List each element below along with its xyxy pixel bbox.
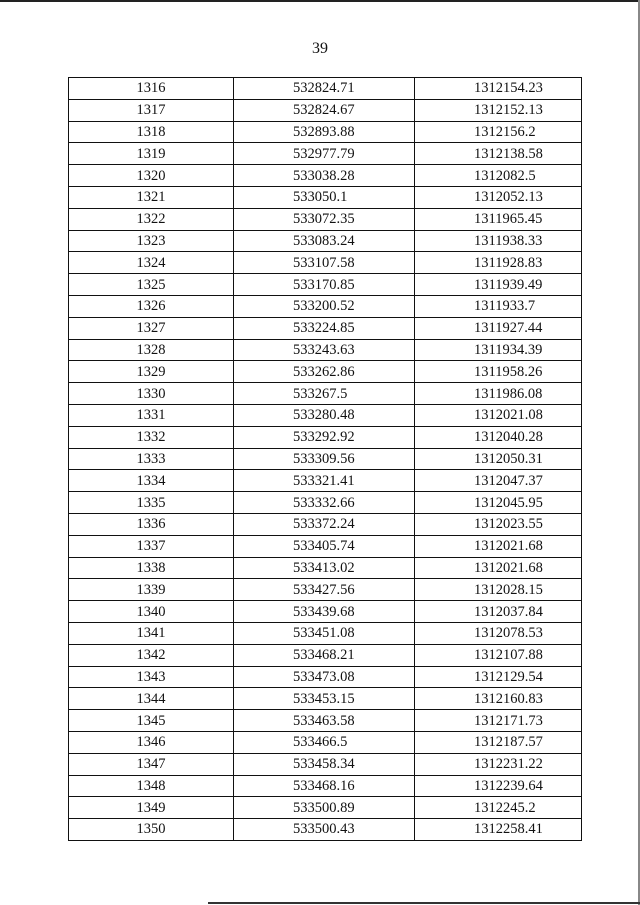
x-coordinate-cell: 532824.71: [234, 78, 415, 100]
table-row: [69, 99, 582, 121]
y-coordinate-cell: 1312107.88: [415, 644, 582, 666]
x-coordinate-cell: 533451.08: [234, 622, 415, 644]
x-coordinate-cell: 532893.88: [234, 121, 415, 143]
x-coordinate-cell: 533413.02: [234, 557, 415, 579]
table-row: [69, 121, 582, 143]
y-coordinate-cell: 1312231.22: [415, 753, 582, 775]
y-coordinate-cell: 1312239.64: [415, 775, 582, 797]
x-coordinate-cell: 533427.56: [234, 579, 415, 601]
y-coordinate-cell: 1311928.83: [415, 252, 582, 274]
table-row: [69, 644, 582, 666]
table-row: [69, 557, 582, 579]
y-coordinate-cell: 1311958.26: [415, 361, 582, 383]
table-row: [69, 295, 582, 317]
x-coordinate-cell: 533200.52: [234, 295, 415, 317]
point-number-cell: 1348: [69, 775, 234, 797]
point-number-cell: 1323: [69, 230, 234, 252]
table-row: [69, 492, 582, 514]
point-number-cell: 1324: [69, 252, 234, 274]
table-row: [69, 579, 582, 601]
x-coordinate-cell: 533466.5: [234, 731, 415, 753]
point-number-cell: 1322: [69, 208, 234, 230]
point-number-cell: 1350: [69, 819, 234, 841]
table-row: [69, 513, 582, 535]
point-number-cell: 1330: [69, 383, 234, 405]
x-coordinate-cell: 533453.15: [234, 688, 415, 710]
coordinates-table-body: [69, 78, 582, 841]
point-number-cell: 1321: [69, 186, 234, 208]
point-number-cell: 1338: [69, 557, 234, 579]
point-number-cell: 1345: [69, 710, 234, 732]
x-coordinate-cell: 533332.66: [234, 492, 415, 514]
x-coordinate-cell: 533083.24: [234, 230, 415, 252]
x-coordinate-cell: 533292.92: [234, 426, 415, 448]
point-number-cell: 1319: [69, 143, 234, 165]
y-coordinate-cell: 1312047.37: [415, 470, 582, 492]
y-coordinate-cell: 1311939.49: [415, 274, 582, 296]
y-coordinate-cell: 1312156.2: [415, 121, 582, 143]
y-coordinate-cell: 1311934.39: [415, 339, 582, 361]
x-coordinate-cell: 533309.56: [234, 448, 415, 470]
y-coordinate-cell: 1312021.68: [415, 557, 582, 579]
x-coordinate-cell: 533439.68: [234, 601, 415, 623]
page-number: 39: [312, 40, 328, 57]
y-coordinate-cell: 1312129.54: [415, 666, 582, 688]
y-coordinate-cell: 1312021.68: [415, 535, 582, 557]
table-row: [69, 753, 582, 775]
y-coordinate-cell: 1311927.44: [415, 317, 582, 339]
table-row: [69, 535, 582, 557]
x-coordinate-cell: 532824.67: [234, 99, 415, 121]
point-number-cell: 1333: [69, 448, 234, 470]
point-number-cell: 1346: [69, 731, 234, 753]
table-row: [69, 601, 582, 623]
page-top-edge: [0, 0, 640, 2]
y-coordinate-cell: 1312023.55: [415, 513, 582, 535]
x-coordinate-cell: 533038.28: [234, 165, 415, 187]
x-coordinate-cell: 533500.89: [234, 797, 415, 819]
x-coordinate-cell: 533372.24: [234, 513, 415, 535]
y-coordinate-cell: 1312037.84: [415, 601, 582, 623]
table-row: [69, 666, 582, 688]
x-coordinate-cell: 533500.43: [234, 819, 415, 841]
x-coordinate-cell: 533463.58: [234, 710, 415, 732]
table-row: [69, 383, 582, 405]
table-row: [69, 797, 582, 819]
y-coordinate-cell: 1312082.5: [415, 165, 582, 187]
table-row: [69, 426, 582, 448]
x-coordinate-cell: 533280.48: [234, 404, 415, 426]
table-row: [69, 208, 582, 230]
table-row: [69, 339, 582, 361]
x-coordinate-cell: 533405.74: [234, 535, 415, 557]
point-number-cell: 1325: [69, 274, 234, 296]
point-number-cell: 1335: [69, 492, 234, 514]
y-coordinate-cell: 1312045.95: [415, 492, 582, 514]
y-coordinate-cell: 1312138.58: [415, 143, 582, 165]
table-row: [69, 404, 582, 426]
coordinates-table: [68, 77, 582, 841]
x-coordinate-cell: 533321.41: [234, 470, 415, 492]
x-coordinate-cell: 533468.21: [234, 644, 415, 666]
table-row: [69, 470, 582, 492]
y-coordinate-cell: 1312052.13: [415, 186, 582, 208]
point-number-cell: 1341: [69, 622, 234, 644]
y-coordinate-cell: 1311965.45: [415, 208, 582, 230]
point-number-cell: 1320: [69, 165, 234, 187]
table-row: [69, 622, 582, 644]
x-coordinate-cell: 533050.1: [234, 186, 415, 208]
table-row: [69, 731, 582, 753]
point-number-cell: 1337: [69, 535, 234, 557]
x-coordinate-cell: 533107.58: [234, 252, 415, 274]
y-coordinate-cell: 1312078.53: [415, 622, 582, 644]
table-row: [69, 710, 582, 732]
point-number-cell: 1329: [69, 361, 234, 383]
table-row: [69, 361, 582, 383]
point-number-cell: 1328: [69, 339, 234, 361]
point-number-cell: 1336: [69, 513, 234, 535]
y-coordinate-cell: 1312028.15: [415, 579, 582, 601]
y-coordinate-cell: 1312258.41: [415, 819, 582, 841]
y-coordinate-cell: 1312154.23: [415, 78, 582, 100]
point-number-cell: 1334: [69, 470, 234, 492]
x-coordinate-cell: 533243.63: [234, 339, 415, 361]
table-row: [69, 274, 582, 296]
x-coordinate-cell: 533468.16: [234, 775, 415, 797]
x-coordinate-cell: 533458.34: [234, 753, 415, 775]
y-coordinate-cell: 1311938.33: [415, 230, 582, 252]
table-row: [69, 775, 582, 797]
point-number-cell: 1332: [69, 426, 234, 448]
point-number-cell: 1339: [69, 579, 234, 601]
table-row: [69, 165, 582, 187]
point-number-cell: 1317: [69, 99, 234, 121]
x-coordinate-cell: 533267.5: [234, 383, 415, 405]
table-row: [69, 78, 582, 100]
y-coordinate-cell: 1312245.2: [415, 797, 582, 819]
x-coordinate-cell: 533262.86: [234, 361, 415, 383]
y-coordinate-cell: 1311933.7: [415, 295, 582, 317]
point-number-cell: 1316: [69, 78, 234, 100]
point-number-cell: 1327: [69, 317, 234, 339]
table-row: [69, 230, 582, 252]
point-number-cell: 1326: [69, 295, 234, 317]
point-number-cell: 1342: [69, 644, 234, 666]
x-coordinate-cell: 533170.85: [234, 274, 415, 296]
y-coordinate-cell: 1312160.83: [415, 688, 582, 710]
point-number-cell: 1318: [69, 121, 234, 143]
point-number-cell: 1340: [69, 601, 234, 623]
y-coordinate-cell: 1312187.57: [415, 731, 582, 753]
y-coordinate-cell: 1312152.13: [415, 99, 582, 121]
y-coordinate-cell: 1312171.73: [415, 710, 582, 732]
table-row: [69, 688, 582, 710]
y-coordinate-cell: 1312050.31: [415, 448, 582, 470]
x-coordinate-cell: 532977.79: [234, 143, 415, 165]
point-number-cell: 1344: [69, 688, 234, 710]
x-coordinate-cell: 533072.35: [234, 208, 415, 230]
table-row: [69, 819, 582, 841]
point-number-cell: 1331: [69, 404, 234, 426]
table-row: [69, 448, 582, 470]
table-row: [69, 252, 582, 274]
table-row: [69, 186, 582, 208]
x-coordinate-cell: 533224.85: [234, 317, 415, 339]
y-coordinate-cell: 1311986.08: [415, 383, 582, 405]
table-row: [69, 143, 582, 165]
table-row: [69, 317, 582, 339]
x-coordinate-cell: 533473.08: [234, 666, 415, 688]
point-number-cell: 1349: [69, 797, 234, 819]
point-number-cell: 1343: [69, 666, 234, 688]
y-coordinate-cell: 1312040.28: [415, 426, 582, 448]
y-coordinate-cell: 1312021.08: [415, 404, 582, 426]
point-number-cell: 1347: [69, 753, 234, 775]
page-bottom-edge: [208, 902, 640, 904]
